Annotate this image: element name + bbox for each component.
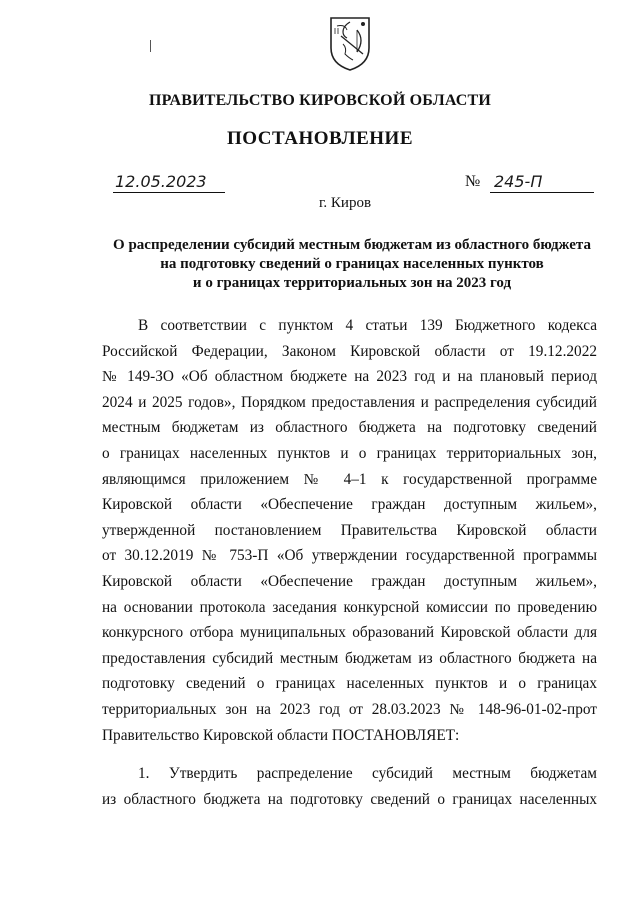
text-line: В соответствии с пунктом 4 статьи 139 Бюджетного кодекса — [138, 317, 597, 334]
text-line: конкурсного отбора муниципальных образований Кировской области для — [102, 624, 597, 642]
preamble-paragraph — [102, 313, 597, 748]
text-line: Кировской области «Обеспечение граждан доступным жильем», — [102, 496, 597, 514]
city: г. Киров — [318, 195, 372, 211]
text-line: предоставления субсидий местным бюджетам из областного бюджета на — [102, 649, 597, 667]
text-line: 1. Утвердить распределение субсидий местным бюджетам — [138, 765, 597, 782]
subject-line: на подготовку сведений о границах населенных пунктов — [160, 256, 544, 272]
text-line: от 30.12.2019 № 753-П «Об утверждении государственной программы — [102, 547, 597, 565]
scan-mark — [150, 40, 151, 52]
text-line: Правительство Кировской области ПОСТАНОВЛЯЕТ: — [102, 726, 460, 744]
text-line: местным бюджетам из областного бюджета на подготовку сведений — [102, 419, 597, 437]
text-line: из областного бюджета на подготовку сведений о границах населенных — [102, 790, 597, 808]
text-line: на основании протокола заседания конкурсной комиссии по проведению — [102, 598, 597, 616]
document-type: ПОСТАНОВЛЕНИЕ — [226, 128, 414, 149]
government-title: ПРАВИТЕЛЬСТВО КИРОВСКОЙ ОБЛАСТИ — [148, 92, 492, 109]
decree-number: 245-П — [490, 172, 594, 193]
item-1-paragraph — [102, 761, 597, 812]
text-line: являющимся приложением № 4–1 к государственной программе — [102, 470, 597, 488]
decree-date: 12.05.2023 — [113, 172, 225, 193]
text-line: № 149-ЗО «Об областном бюджете на 2023 год и на плановый период — [102, 368, 597, 386]
text-line: Российской Федерации, Законом Кировской области от 19.12.2022 — [102, 342, 597, 360]
text-line: Кировской области «Обеспечение граждан доступным жильем», — [102, 572, 597, 590]
coat-of-arms-icon — [327, 14, 373, 72]
number-label: № — [465, 173, 481, 190]
text-line: 2024 и 2025 годов», Порядком предоставления и распределения субсидий — [102, 393, 597, 411]
subject-line: и о границах территориальных зон на 2023 год — [192, 275, 512, 291]
subject-line: О распределении субсидий местным бюджетам из областного бюджета — [113, 237, 591, 253]
text-line: утвержденной постановлением Правительства Кировской области — [102, 521, 597, 539]
decree-subject — [102, 236, 602, 293]
text-line: о границах населенных пунктов и о границах территориальных зон, — [102, 444, 597, 462]
text-line: территориальных зон на 2023 год от 28.03.2023 № 148-96-01-02-прот — [102, 700, 597, 718]
text-line: подготовку сведений о границах населенных пунктов и о границах — [102, 675, 597, 693]
